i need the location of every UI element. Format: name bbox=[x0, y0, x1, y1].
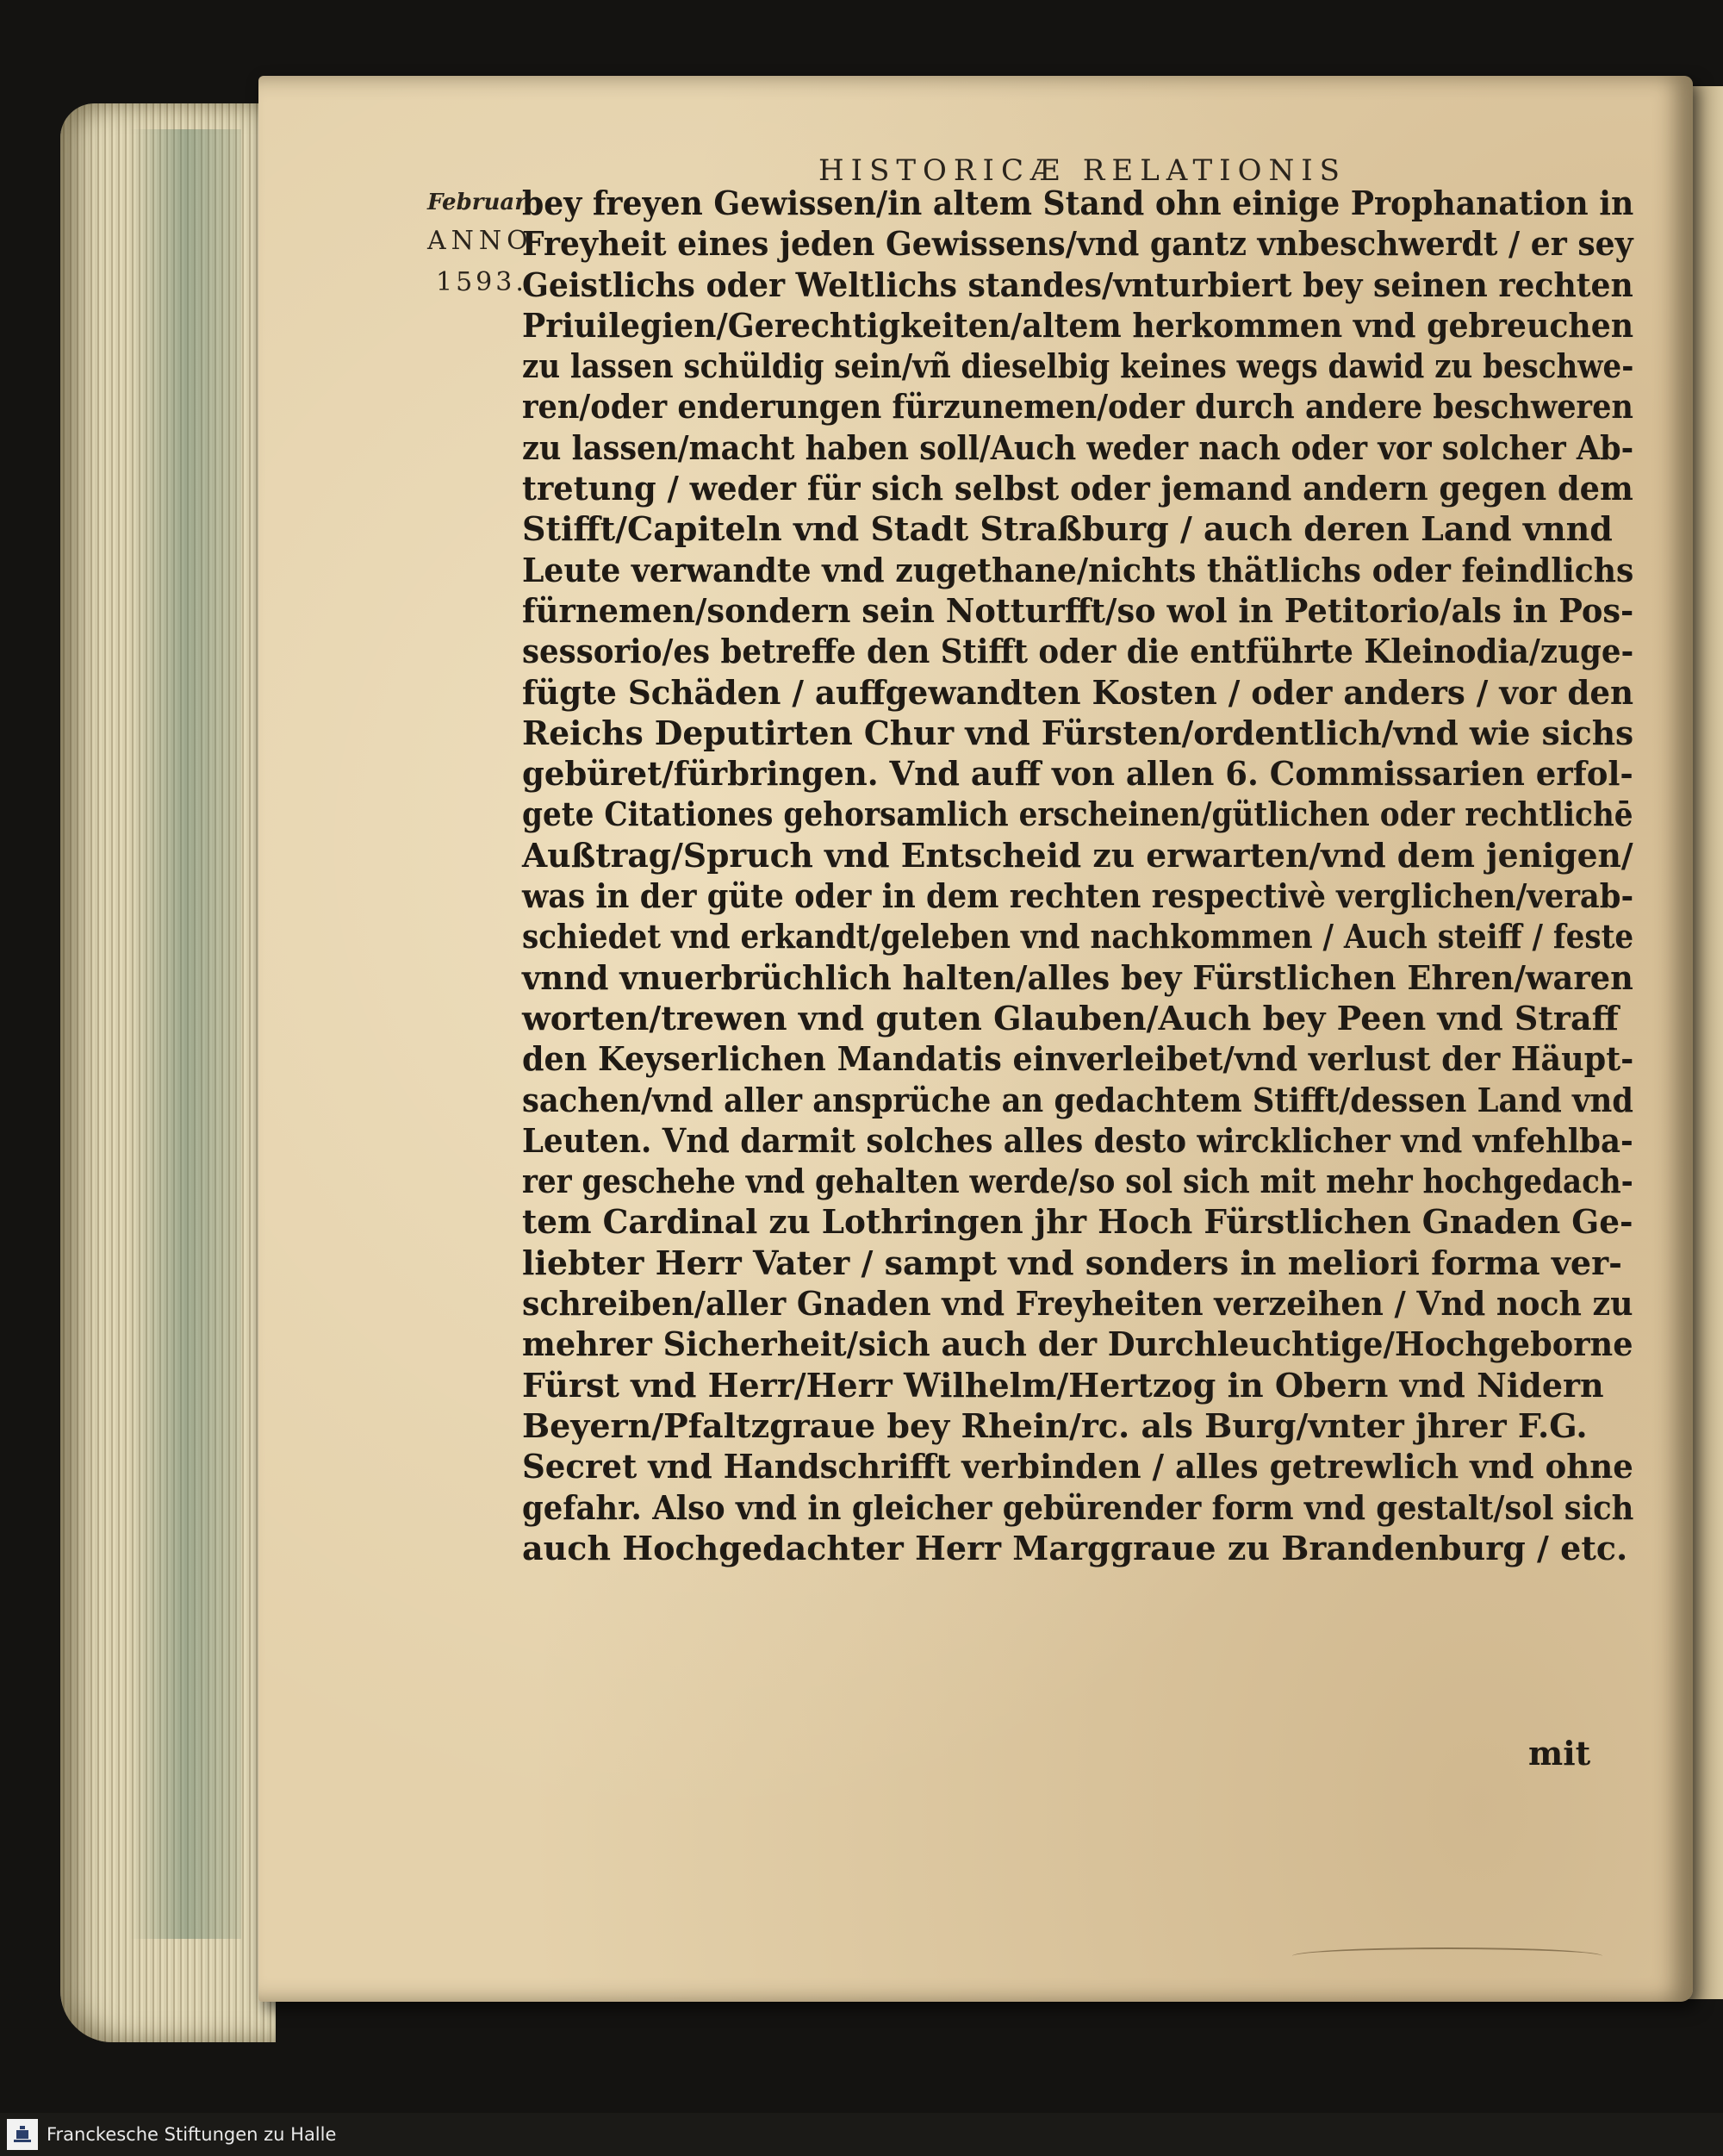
text-line: mehrer Sicherheit/sich auch der Durchleuchtige/Hochgeborne bbox=[522, 1324, 1633, 1364]
text-line: Reichs Deputirten Chur vnd Fürsten/ordentlich/vnd wie sichs bbox=[522, 713, 1634, 752]
text-line: Geistlichs oder Weltlichs standes/vnturbiert bey seinen rechten bbox=[522, 265, 1633, 304]
text-line: zu lassen schüldig sein/vñ dieselbig keines wegs dawid zu beschwe- bbox=[522, 346, 1634, 386]
text-line: schreiben/aller Gnaden vnd Freyheiten verzeihen / Vnd noch zu bbox=[522, 1284, 1633, 1324]
text-line: gebüret/fürbringen. Vnd auff von allen 6. Commissarien erfol- bbox=[522, 754, 1633, 794]
text-line: rer geschehe vnd gehalten werde/so sol sich mit mehr hochgedach- bbox=[522, 1162, 1633, 1201]
text-line: zu lassen/macht haben soll/Auch weder nach oder vor solcher Ab- bbox=[522, 427, 1634, 467]
text-line: vnnd vnuerbrüchlich halten/alles bey Fürstlichen Ehren/waren bbox=[522, 957, 1633, 997]
text-line: Fürst vnd Herr/Herr Wilhelm/Hertzog in Obern vnd Nidern bbox=[522, 1365, 1604, 1405]
text-line: Freyheit eines jeden Gewissens/vnd gantz vnbeschwerdt / er sey bbox=[522, 224, 1633, 264]
text-line: auch Hochgedachter Herr Marggraue zu Brandenburg / etc. bbox=[522, 1528, 1628, 1567]
text-line: Beyern/Pfaltzgraue bey Rhein/rc. als Burg/vnter jhrer F.G. bbox=[522, 1405, 1588, 1445]
catchword: mit bbox=[1528, 1734, 1591, 1773]
text-line: was in der güte oder in dem rechten respectivè verglichen/verab- bbox=[522, 876, 1634, 916]
text-line: Leute verwandte vnd zugethane/nichts thätlichs oder feindlichs bbox=[522, 550, 1634, 589]
text-line: sachen/vnd aller ansprüche an gedachtem Stifft/dessen Land vnd bbox=[522, 1080, 1633, 1119]
text-line: sessorio/es betreffe den Stifft oder die entführte Kleinodia/zuge- bbox=[522, 632, 1634, 671]
text-line: gete Citationes gehorsamlich erscheinen/gütlichen oder rechtlichē bbox=[522, 794, 1633, 834]
text-line: den Keyserlichen Mandatis einverleibet/vnd verlust der Häupt- bbox=[522, 1039, 1634, 1079]
text-line: tem Cardinal zu Lothringen jhr Hoch Fürstlichen Gnaden Ge- bbox=[522, 1202, 1633, 1242]
text-line: fürnemen/sondern sein Notturfft/so wol in Petitorio/als in Pos- bbox=[522, 590, 1634, 630]
institution-logo-icon bbox=[7, 2119, 38, 2150]
text-line: liebter Herr Vater / sampt vnd sonders in meliori forma ver- bbox=[522, 1243, 1622, 1282]
text-line: Secret vnd Handschrifft verbinden / alles getrewlich vnd ohne bbox=[522, 1447, 1633, 1486]
institution-name: Franckesche Stiftungen zu Halle bbox=[47, 2124, 337, 2145]
text-line: Priuilegien/Gerechtigkeiten/altem herkommen vnd gebreuchen bbox=[522, 305, 1634, 345]
text-line: fügte Schäden / auffgewandten Kosten / oder anders / vor den bbox=[522, 672, 1634, 712]
page-edge-tint bbox=[129, 129, 241, 1939]
text-line: tretung / weder für sich selbst oder jemand andern gegen dem bbox=[522, 469, 1633, 508]
text-line: schiedet vnd erkandt/geleben vnd nachkommen / Auch steiff / feste bbox=[522, 917, 1634, 956]
margin-note-year: 1593. bbox=[436, 267, 527, 297]
body-text bbox=[522, 183, 1633, 1568]
text-line: Außtrag/Spruch vnd Entscheid zu erwarten/vnd dem jenigen/ bbox=[522, 835, 1633, 875]
text-line: Stifft/Capiteln vnd Stadt Straßburg / auch deren Land vnnd bbox=[522, 509, 1613, 549]
text-line: gefahr. Also vnd in gleicher gebürender form vnd gestalt/sol sich bbox=[522, 1487, 1634, 1527]
margin-note-month: Februar. bbox=[427, 190, 532, 215]
text-line: worten/trewen vnd guten Glauben/Auch bey Peen vnd Straff bbox=[522, 998, 1619, 1037]
text-line: ren/oder enderungen fürzunemen/oder durch andere beschweren bbox=[522, 387, 1633, 427]
footer-bar bbox=[0, 2113, 1723, 2156]
paper-tear bbox=[1292, 1947, 1602, 1965]
text-line: Leuten. Vnd darmit solches alles desto wircklicher vnd vnfehlba- bbox=[522, 1120, 1633, 1160]
text-line: bey freyen Gewissen/in altem Stand ohn einige Prophanation in bbox=[522, 184, 1634, 222]
margin-note-anno: ANNO bbox=[427, 226, 533, 256]
running-head: HISTORICÆ RELATIONIS bbox=[818, 153, 1347, 188]
